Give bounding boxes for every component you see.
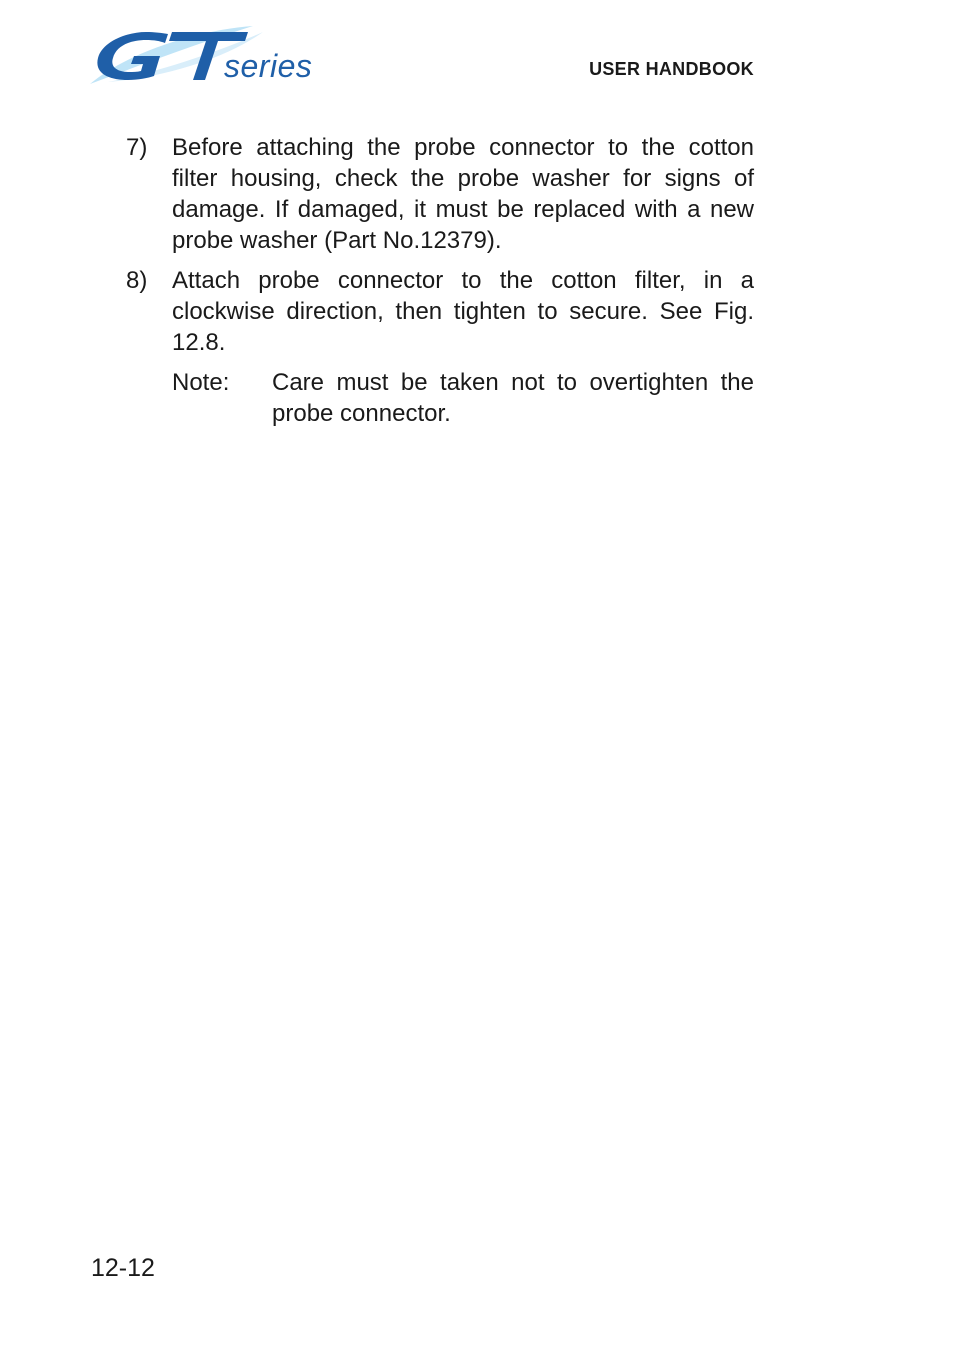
step-text: Before attaching the probe connector to the cotton filter housing, check the probe washer for signs of damage. If damaged, it must be replaced with a new probe washer (Part No.12379). bbox=[172, 134, 754, 254]
note-block bbox=[172, 367, 754, 429]
step-text: Attach probe connector to the cotton filter, in a clockwise direction, then tighten to secure. See Fig. 12.8. bbox=[172, 267, 754, 356]
handbook-title: USER HANDBOOK bbox=[589, 59, 754, 79]
note-label: Note: bbox=[172, 369, 230, 396]
instruction-list bbox=[126, 132, 754, 429]
note-text: Care must be taken not to overtighten the probe connector. bbox=[272, 369, 754, 427]
page-number: 12-12 bbox=[91, 1254, 155, 1282]
step-item bbox=[126, 132, 754, 256]
step-item bbox=[126, 265, 754, 358]
step-number: 8) bbox=[126, 267, 148, 294]
logo-series-text: series bbox=[224, 48, 313, 84]
step-number: 7) bbox=[126, 134, 148, 161]
gt-series-logo bbox=[88, 22, 328, 92]
